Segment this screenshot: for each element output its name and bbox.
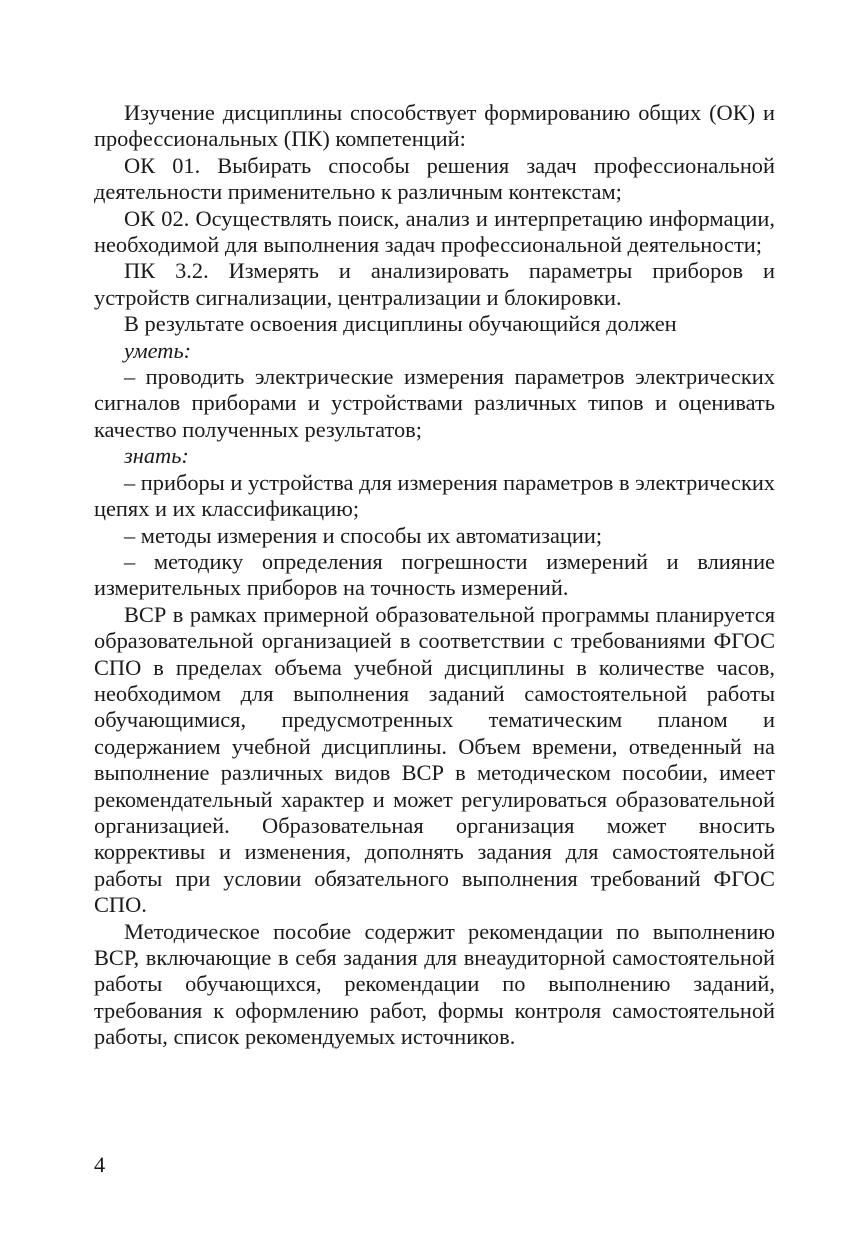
paragraph-competencies-intro: Изучение дисциплины способствует формированию общих (ОК) и профессиональных (ПК) компетенций:	[94, 100, 775, 152]
paragraph-ok01: ОК 01. Выбирать способы решения задач профессиональной деятельности применительно к различным контекстам;	[94, 152, 775, 205]
list-item-skill-1: – проводить электрические измерения параметров электрических сигналов приборами и устройствами различных типов и оценивать качество полученных результатов;	[94, 364, 775, 442]
paragraph-vsr-planning: ВСР в рамках примерной образовательной программы планируется образовательной организацией в соответствии с требованиями ФГОС СПО в пределах объема учебной дисциплины в количестве часов, необходимом для выполнения заданий самостоятельной работы обучающимися, предусмотренных тематическим планом и содержанием учебной дисциплины. Объем времени, отведенный на выполнение различных видов ВСР в методическом пособии, имеет рекомендательный характер и может регулироваться образовательной организацией. Образовательная организация может вносить коррективы и изменения, дополнять задания для самостоятельной работы при условии обязательного выполнения требований ФГОС СПО.	[94, 601, 775, 918]
paragraph-manual-contents: Методическое пособие содержит рекомендации по выполнению ВСР, включающие в себя задания для внеаудиторной самостоятельной работы обучающихся, рекомендации по выполнению заданий, требования к оформлению работ, формы контроля самостоятельной работы, список рекомендуемых источников.	[94, 918, 775, 1050]
paragraph-ok02: ОК 02. Осуществлять поиск, анализ и интерпретацию информации, необходимой для выполнения задач профессиональной деятельности;	[94, 205, 775, 258]
list-item-knowledge-1: – приборы и устройства для измерения параметров в электрических цепях и их классификацию;	[94, 469, 775, 522]
body-text	[94, 100, 775, 1051]
paragraph-learning-result: В результате освоения дисциплины обучающийся должен	[124, 311, 677, 337]
heading-knowledge: знать:	[124, 443, 189, 469]
page-number: 4	[94, 1152, 106, 1177]
page-body	[94, 100, 775, 1051]
paragraph-pk32: ПК 3.2. Измерять и анализировать параметры приборов и устройств сигнализации, централизации и блокировки.	[94, 258, 775, 310]
list-item-knowledge-3: – методику определения погрешности измерений и влияние измерительных приборов на точность измерений.	[94, 548, 775, 601]
list-item-knowledge-2: – методы измерения и способы их автоматизации;	[124, 522, 603, 548]
heading-skills: уметь:	[124, 337, 192, 363]
